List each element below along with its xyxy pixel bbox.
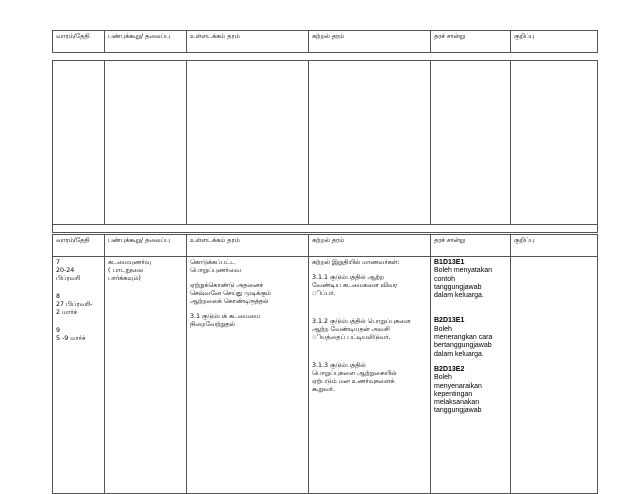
evidence-line: menerangkan cara — [434, 334, 493, 342]
week-line: 20-24 — [56, 267, 75, 274]
learning-313-line: ஏற்படும் மன உணர்வுகளைக் — [312, 378, 395, 385]
learning-313-line: கூறுவர். — [312, 386, 335, 393]
empty-cell — [105, 61, 187, 225]
empty-cell — [53, 61, 105, 225]
remarks-cell — [511, 257, 598, 494]
evidence-line: melaksanakan — [434, 399, 480, 407]
theme-line: ( பாடநூலை — [108, 267, 144, 274]
learning-312-line: 3.1.2 குடும்பத்தில் பொறுப்புகளை — [312, 318, 411, 325]
empty-cell — [431, 61, 511, 225]
theme-line: பார்க்கவும்) — [108, 275, 141, 282]
evidence-line: Boleh — [434, 374, 452, 382]
learning-311-line: வேண்டிய கடமைகளை விவர — [312, 282, 398, 289]
evidence-line: contoh — [434, 275, 456, 283]
learning-313-line: பொறுப்புகளை ஆற்றுகையில் — [312, 370, 397, 377]
theme-line: கடமையுணர்வு — [108, 259, 151, 266]
evidence-line: dalam keluarga. — [434, 292, 484, 300]
header-remarks: குறிப்பு — [511, 235, 598, 257]
learning-312-line: ியத்தைப் பட்டியலிடுவர். — [312, 334, 391, 341]
week-line: 27 பிப்ரவரி- — [56, 301, 93, 308]
week-line: 7 — [56, 259, 61, 266]
learning-312-line: ஆற்ற வேண்டியதன் அவசி — [312, 326, 390, 333]
evidence-line: Boleh — [434, 325, 452, 333]
header-theme: பண்புக்கூறு/ தலைப்பு — [105, 235, 187, 257]
evidence-line: Boleh menyatakan — [434, 267, 492, 275]
empty-cell — [511, 61, 598, 225]
content-line: கொடுக்கப்பட்ட — [190, 259, 236, 266]
evidence-line: menyenaraikan — [434, 382, 482, 390]
header-table-second — [52, 234, 598, 257]
learning-313-line: 3.1.3 குடும்பத்தில் — [312, 362, 366, 369]
evidence-line: kepentingan — [434, 390, 473, 398]
header-evidence: தரச் சான்று — [431, 31, 511, 53]
week-line: 2 மார்ச் — [56, 309, 78, 316]
empty-body-table — [52, 60, 598, 233]
content-line: பொறுப்புணர்வை — [190, 267, 241, 274]
lesson-table — [52, 256, 598, 494]
content-cell — [187, 257, 309, 494]
learning-intro: கற்றல் இறுதியில் மாணவர்கள்: — [312, 259, 400, 266]
theme-cell — [105, 257, 187, 494]
header-week: வாரம்/தேதி — [53, 31, 105, 53]
header-evidence: தரச் சான்று — [431, 235, 511, 257]
evidence-cell — [431, 257, 511, 494]
header-theme: பண்புக்கூறு/ தலைப்பு — [105, 31, 187, 53]
header-learning: கற்றல் தரம் — [309, 31, 431, 53]
evidence-line: tanggungjawab — [434, 283, 482, 291]
empty-strip — [53, 225, 598, 233]
evidence-line: bertanggungjawab — [434, 342, 492, 350]
content-line: செவ்வனே செய்து முடிக்கும் — [190, 290, 271, 297]
content-line: ஆற்றலைக் கொண்டிருத்தல் — [190, 298, 269, 305]
learning-cell — [309, 257, 431, 494]
week-line: 5 -9 மார்ச் — [56, 335, 86, 342]
evidence-code: B2D13E2 — [434, 365, 465, 373]
empty-cell — [187, 61, 309, 225]
header-week: வாரம்/தேதி — [53, 235, 105, 257]
content-line: நிறைவேற்றுதல் — [190, 321, 235, 328]
evidence-line: dalam keluarga. — [434, 350, 484, 358]
empty-cell — [309, 61, 431, 225]
evidence-code: B2D13E1 — [434, 317, 465, 325]
week-line: 9 — [56, 327, 61, 334]
content-line: 3.1 குடும்பக் கடமையை — [190, 313, 261, 320]
header-remarks: குறிப்பு — [511, 31, 598, 53]
learning-311-line: ிப்பர். — [312, 290, 336, 297]
evidence-code: B1D13E1 — [434, 259, 465, 266]
week-line: 8 — [56, 293, 61, 300]
week-cell — [53, 257, 105, 494]
week-line: பிப்ரவரி — [56, 275, 81, 282]
evidence-line: tanggungjawab — [434, 407, 482, 415]
content-line: ஏற்றுக்கொண்டு அதனைச் — [190, 282, 263, 289]
header-content: உள்ளடக்கம் தரம் — [187, 31, 309, 53]
header-table-top — [52, 30, 598, 53]
header-learning: கற்றல் தரம் — [309, 235, 431, 257]
learning-311-line: 3.1.1 குடும்பத்தில் ஆற்ற — [312, 274, 384, 281]
header-content: உள்ளடக்கம் தரம் — [187, 235, 309, 257]
